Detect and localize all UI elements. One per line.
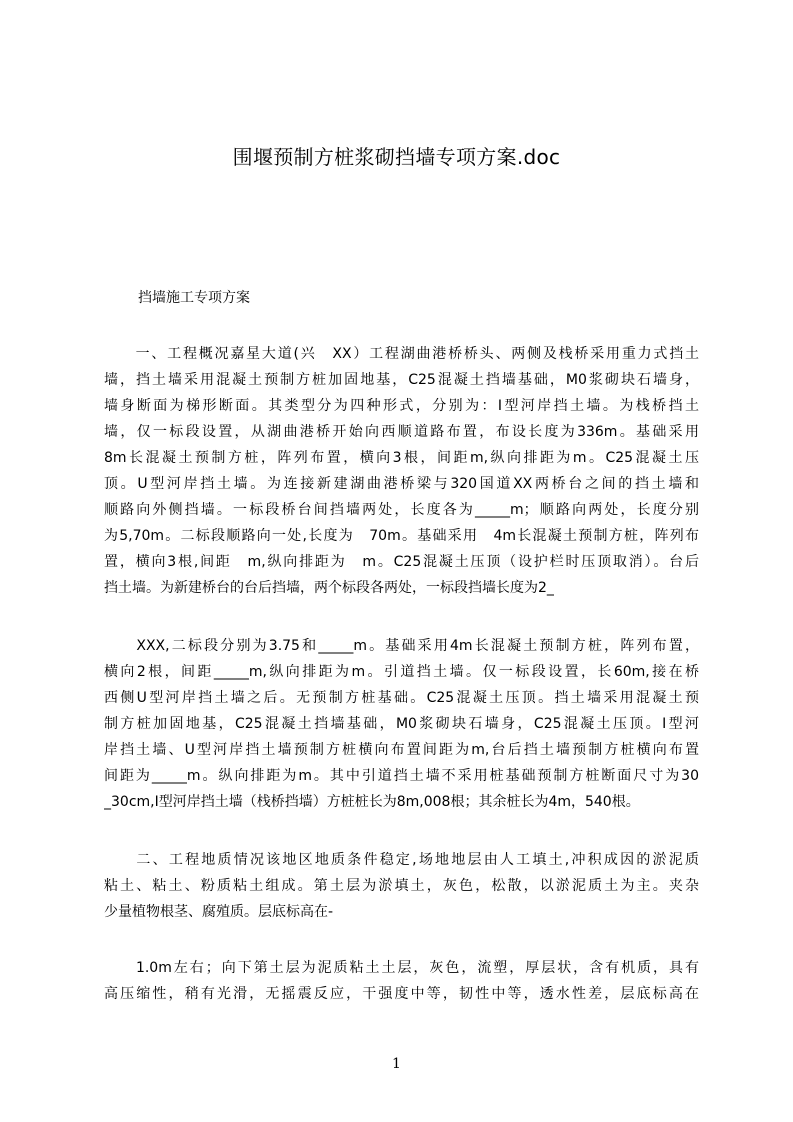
text-line: 墙，仅一标段设置，从湖曲港桥开始向西顺道路布置，布设长度为336m。基础采用 bbox=[104, 424, 699, 440]
text-line: 顺路向外侧挡墙。一标段桥台间挡墙两处，长度各为_____m；顺路向两处，长度分别 bbox=[104, 502, 699, 518]
text-line: 置，横向3根,间距 m,纵向排距为 m。C25混凝土压顶（设护栏时压顶取消）。台后 bbox=[104, 554, 699, 570]
text-line: _30cm,I型河岸挡土墙（栈桥挡墙）方桩桩长为8m,008根；其余桩长为4m，540根。 bbox=[104, 794, 640, 810]
text-line: 挡土墙。为新建桥台的台后挡墙，两个标段各两处，一标段挡墙长度为2_ bbox=[104, 580, 554, 596]
document-subtitle: 挡墙施工专项方案 bbox=[138, 290, 250, 306]
text-line: 西侧U型河岸挡土墙之后。无预制方桩基础。C25混凝土压顶。挡土墙采用混凝土预 bbox=[104, 690, 699, 706]
text-line: 横向2根，间距_____m,纵向排距为m。引道挡土墙。仅一标段设置，长60m,接在桥 bbox=[104, 664, 699, 680]
paragraph-project-overview bbox=[104, 341, 699, 601]
paragraph-soil-layers bbox=[104, 955, 699, 1007]
text-line: 墙，挡土墙采用混凝土预制方桩加固地基，C25混凝土挡墙基础，M0浆砌块石墙身， bbox=[104, 372, 699, 388]
text-line: 墙身断面为梯形断面。其类型分为四种形式，分别为：I型河岸挡土墙。为栈桥挡土 bbox=[104, 398, 699, 414]
text-line: 岸挡土墙、U型河岸挡土墙预制方桩横向布置间距为m,台后挡土墙预制方桩横向布置 bbox=[104, 742, 699, 758]
text-line: XXX,二标段分别为3.75和_____m。基础采用4m长混凝土预制方桩，阵列布置， bbox=[104, 638, 699, 654]
text-line: 粘土、粘土、粉质粘土组成。第土层为淤填土，灰色，松散，以淤泥质土为主。夹杂 bbox=[104, 878, 699, 894]
paragraph-wall-details bbox=[104, 633, 699, 815]
page-number: 1 bbox=[392, 1056, 401, 1072]
text-line: 二、工程地质情况该地区地质条件稳定,场地地层由人工填土,冲积成因的淤泥质 bbox=[104, 852, 699, 868]
text-line: 8m长混凝土预制方桩，阵列布置，横向3根，间距m,纵向排距为m。C25混凝土压 bbox=[104, 450, 699, 466]
text-line: 1.0m左右；向下第土层为泥质粘土土层，灰色，流塑，厚层状，含有机质，具有 bbox=[104, 960, 699, 976]
text-line: 为5,70m。二标段顺路向一处,长度为 70m。基础采用 4m长混凝土预制方桩，阵列布 bbox=[104, 528, 699, 544]
paragraph-geology bbox=[104, 847, 699, 925]
text-line: 一、工程概况嘉星大道(兴 XX）工程湖曲港桥桥头、两侧及栈桥采用重力式挡土 bbox=[104, 346, 699, 362]
document-title: 围堰预制方桩浆砌挡墙专项方案.doc bbox=[232, 145, 561, 169]
text-line: 少量植物根茎、腐殖质。层底标高在- bbox=[104, 904, 334, 920]
text-line: 顶。U型河岸挡土墙。为连接新建湖曲港桥梁与320国道XX两桥台之间的挡土墙和 bbox=[104, 476, 699, 492]
text-line: 间距为_____m。纵向排距为m。其中引道挡土墙不采用桩基础预制方桩断面尺寸为30 bbox=[104, 768, 699, 784]
text-line: 高压缩性，稍有光滑，无摇震反应，干强度中等，韧性中等，透水性差，层底标高在 bbox=[104, 986, 699, 1002]
text-line: 制方桩加固地基，C25混凝土挡墙基础，M0浆砌块石墙身，C25混凝土压顶。I型河 bbox=[104, 716, 699, 732]
